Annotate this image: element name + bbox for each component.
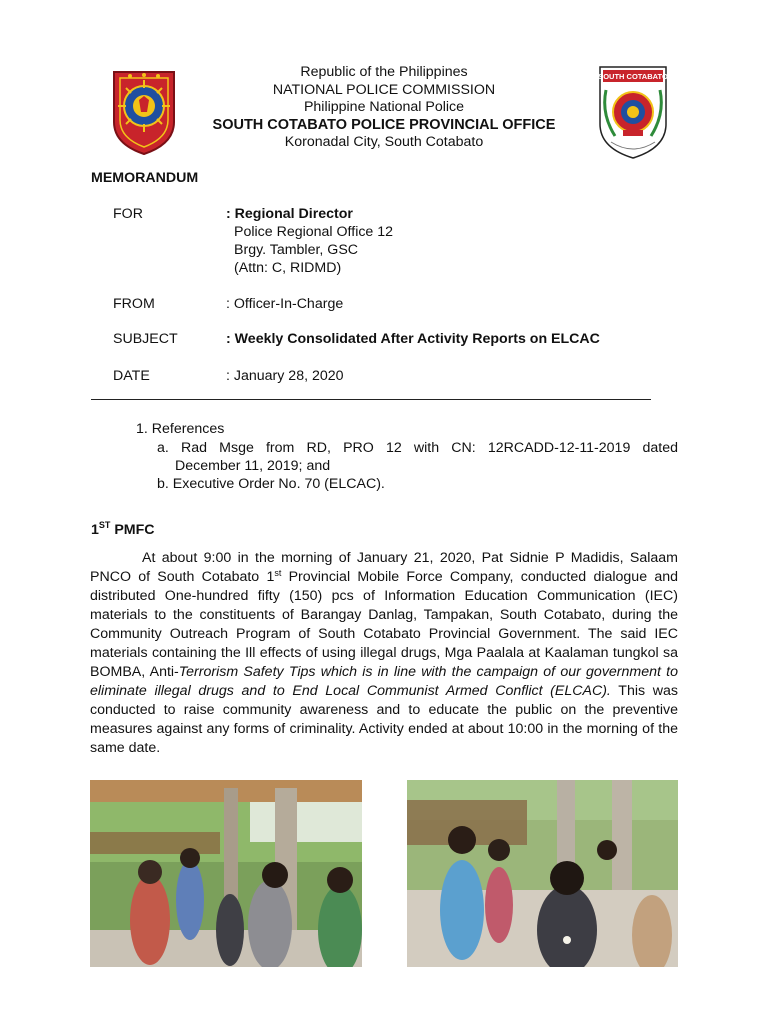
for-office: Police Regional Office 12 <box>234 224 394 240</box>
subject-label: SUBJECT <box>113 331 178 347</box>
section-name: PMFC <box>110 522 155 538</box>
header-napolcom: NATIONAL POLICE COMMISSION <box>272 81 496 98</box>
paragraph-part3: This was conducted to raise community awareness and to educate the public on the preventive measures against any forms of criminality. Activity ended at about 10:00 in the morning of the same date. <box>90 683 678 756</box>
section-superscript: ST <box>98 520 111 530</box>
for-address: Brgy. Tambler, GSC <box>234 242 359 258</box>
header-location: Koronadal City, South Cotabato <box>284 134 484 150</box>
body-paragraph <box>90 549 678 758</box>
reference-a-line1: a. Rad Msge from RD, PRO 12 with CN: 12RCADD-12-11-2019 dated <box>157 440 678 456</box>
references-heading: 1. References <box>136 421 225 437</box>
header-divider <box>91 399 651 400</box>
memorandum-title: MEMORANDUM <box>91 170 199 186</box>
for-block <box>226 205 393 277</box>
paragraph-part2: Provincial Mobile Force Company, conducted dialogue and distributed One-hundred fifty (150) pcs of Information Education Communication (IEC) materials to the constituents of Barangay Danlag, Tampakan, South Cotabato, during the Community Outreach Program of South Cotabato Provincial Government. The said IEC materials containing the Ill effects of using illegal drugs, Mga Paalala at Kaalaman tungkol sa BOMBA, Anti- <box>90 569 678 680</box>
for-value: : Regional Director <box>226 206 353 222</box>
section-number: 1 <box>91 522 99 538</box>
header-office: SOUTH COTABATO POLICE PROVINCIAL OFFICE <box>212 116 556 133</box>
section-heading <box>91 520 155 538</box>
from-label: FROM <box>113 296 155 312</box>
pnp-seal-logo <box>110 64 178 156</box>
for-attention: (Attn: C, RIDMD) <box>234 260 342 276</box>
letterhead <box>200 64 568 152</box>
paragraph-part1: At about 9:00 in the morning of January 21, 2020, Pat Sidnie P Madidis, Salaam PNCO of South Cotabato 1 <box>90 550 678 585</box>
from-value: : Officer-In-Charge <box>226 296 344 312</box>
date-label: DATE <box>113 368 150 384</box>
right-logo-text: SOUTH COTABATO <box>598 72 668 81</box>
subject-value: : Weekly Consolidated After Activity Reports on ELCAC <box>226 331 600 347</box>
header-republic: Republic of the Philippines <box>300 64 468 80</box>
for-label: FOR <box>113 206 143 222</box>
reference-b: b. Executive Order No. 70 (ELCAC). <box>157 476 385 492</box>
activity-photo-left <box>90 780 362 967</box>
reference-a-line2: December 11, 2019; and <box>175 458 331 474</box>
paragraph-italic: Terrorism Safety Tips which is in line with the campaign of our government to eliminate illegal drugs and to End Local Communist Armed Conflict (ELCAC). <box>90 664 679 699</box>
south-cotabato-seal-logo <box>597 64 669 160</box>
header-pnp: Philippine National Police <box>303 99 465 115</box>
date-value: : January 28, 2020 <box>226 368 344 384</box>
paragraph-superscript: st <box>274 568 282 578</box>
activity-photo-right <box>407 780 678 967</box>
